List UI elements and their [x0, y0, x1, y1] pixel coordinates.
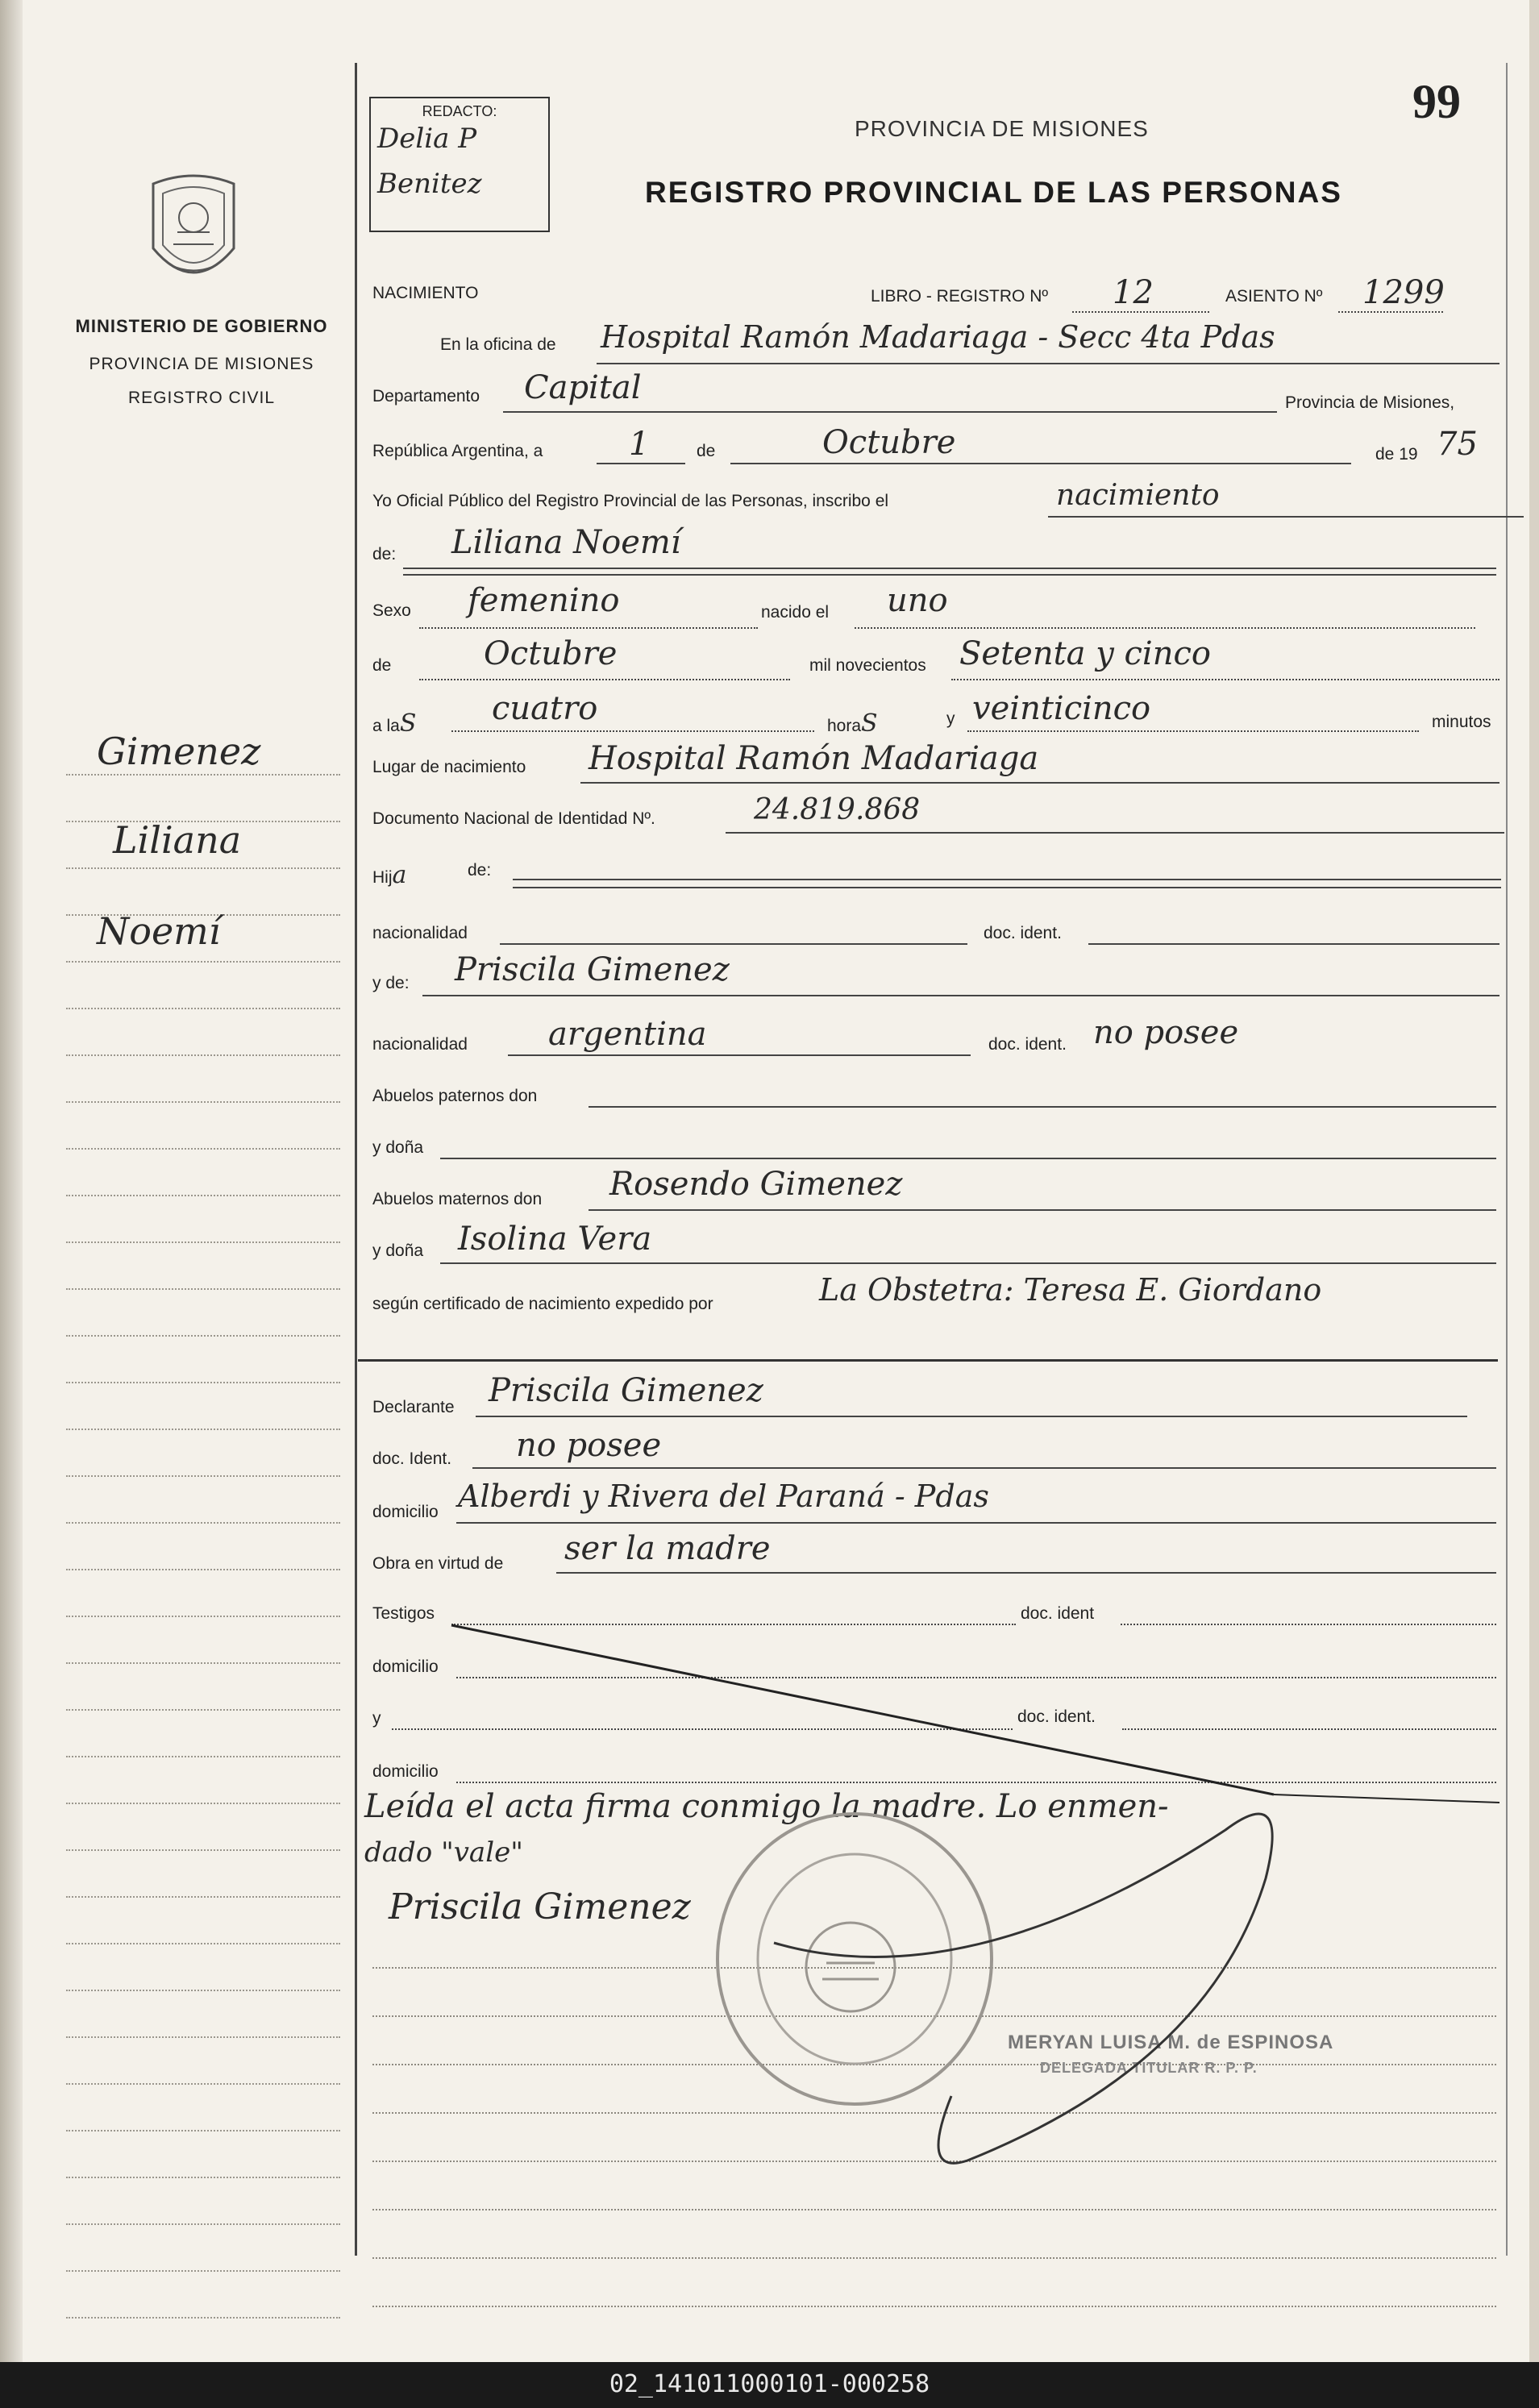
margin-note-middlename: Noemí — [97, 909, 221, 953]
mil-label: mil novecientos — [809, 656, 926, 675]
docident4-label: doc. ident — [1021, 1604, 1095, 1623]
margin-note-surname: Gimenez — [97, 730, 261, 773]
stamp-name: MERYAN LUISA M. de ESPINOSA — [1008, 2032, 1334, 2053]
nacido-value: uno — [887, 582, 948, 619]
republica-label: República Argentina, a — [372, 442, 543, 460]
nombre-value: Liliana Noemí — [451, 524, 681, 561]
docident5-label: doc. ident. — [1017, 1707, 1096, 1726]
page-number: 99 — [1412, 75, 1461, 128]
obra-value: ser la madre — [564, 1530, 771, 1567]
nacionalidad2-value: argentina — [548, 1016, 707, 1053]
alas-text: a la — [372, 717, 400, 735]
oficial-label: Yo Oficial Público del Registro Provincial de las Personas, inscribo el — [372, 492, 889, 510]
departamento-value: Capital — [524, 369, 642, 406]
mes2-value: Octubre — [484, 635, 618, 672]
domicilio2-label: domicilio — [372, 1657, 439, 1676]
hija-text: Hij — [372, 868, 393, 887]
asiento-value: 1299 — [1362, 274, 1445, 311]
redacto-name-line1: Delia P — [377, 123, 477, 155]
redacto-label: REDACTO: — [422, 103, 497, 119]
minutos-value: veinticinco — [972, 690, 1151, 727]
oficina-value: Hospital Ramón Madariaga - Secc 4ta Pdas — [601, 319, 1275, 355]
alas-suffix: S — [399, 709, 417, 738]
signature: Priscila Gimenez — [389, 1886, 691, 1928]
redacto-name-line2: Benitez — [377, 168, 482, 200]
madre-value: Priscila Gimenez — [455, 951, 730, 988]
domicilio1-label: domicilio — [372, 1503, 439, 1521]
anio-words-value: Setenta y cinco — [959, 635, 1211, 672]
certificado-label: según certificado de nacimiento expedido por — [372, 1295, 713, 1313]
sexo-label: Sexo — [372, 601, 411, 620]
abuelos-mat-label: Abuelos maternos don — [372, 1190, 543, 1208]
de3-label: de — [372, 656, 392, 675]
docident1-label: doc. ident. — [984, 924, 1062, 942]
closing-line1: Leída el acta firma conmigo la madre. Lo enmen- — [364, 1788, 1169, 1825]
docident2-label: doc. ident. — [988, 1035, 1067, 1054]
mes-value: Octubre — [822, 424, 956, 461]
scan-file-id: 02_141011000101-000258 — [609, 2370, 930, 2398]
nacimiento-label: NACIMIENTO — [372, 284, 479, 302]
domicilio1-value: Alberdi y Rivera del Paraná - Pdas — [458, 1478, 989, 1514]
inscribo-value: nacimiento — [1056, 479, 1220, 512]
horas-text: hora — [827, 717, 862, 735]
docident2-value: no posee — [1093, 1014, 1239, 1051]
ministerio-heading: MINISTERIO DE GOBIERNO — [75, 316, 328, 336]
de-year-label: de 19 — [1375, 445, 1418, 464]
de-nombre-label: de: — [372, 545, 397, 564]
lugar-value: Hospital Ramón Madariaga — [589, 740, 1039, 777]
yde-label: y de: — [372, 974, 410, 992]
ydona2-value: Isolina Vera — [458, 1221, 652, 1258]
hija-de-label: de: — [468, 861, 492, 880]
stamp-title: DELEGADA TITULAR R. P. P. — [1040, 2060, 1258, 2076]
libro-label: LIBRO - REGISTRO Nº — [871, 287, 1049, 306]
declarante-label: Declarante — [372, 1398, 455, 1416]
docident3-label: doc. Ident. — [372, 1449, 452, 1468]
hora-value: cuatro — [492, 690, 598, 727]
libro-value: 12 — [1113, 274, 1154, 311]
y-label: y — [946, 709, 955, 728]
left-registro: REGISTRO CIVIL — [127, 389, 276, 407]
nacionalidad1-label: nacionalidad — [372, 924, 468, 942]
abuelos-mat-value: Rosendo Gimenez — [609, 1166, 903, 1203]
sexo-value: femenino — [468, 582, 620, 619]
oficina-label: En la oficina de — [440, 335, 556, 354]
abuelos-pat-label: Abuelos paternos don — [372, 1087, 538, 1105]
y2-label: y — [372, 1709, 381, 1728]
testigos-label: Testigos — [372, 1604, 435, 1623]
page-title: REGISTRO PROVINCIAL DE LAS PERSONAS — [645, 176, 1342, 209]
closing-line2: dado "vale" — [364, 1836, 523, 1869]
year-value: 75 — [1437, 426, 1478, 463]
dni-label: Documento Nacional de Identidad Nº. — [372, 809, 655, 828]
left-provincia: PROVINCIA DE MISIONES — [89, 355, 314, 373]
dni-value: 24.819.868 — [754, 793, 921, 826]
dia-value: 1 — [629, 426, 650, 463]
nacionalidad2-label: nacionalidad — [372, 1035, 468, 1054]
asiento-label: ASIENTO Nº — [1225, 287, 1323, 306]
lugar-label: Lugar de nacimiento — [372, 758, 526, 776]
docident3-value: no posee — [516, 1427, 662, 1464]
minutos-label: minutos — [1432, 713, 1491, 731]
ydona2-label: y doña — [372, 1241, 424, 1260]
provincia-misiones-label: Provincia de Misiones, — [1285, 393, 1455, 412]
ydona1-label: y doña — [372, 1138, 424, 1157]
header-province: PROVINCIA DE MISIONES — [855, 116, 1149, 141]
declarante-value: Priscila Gimenez — [489, 1372, 763, 1409]
horas-suffix: S — [861, 709, 878, 738]
departamento-label: Departamento — [372, 387, 480, 405]
domicilio3-label: domicilio — [372, 1762, 439, 1781]
de-label: de — [697, 442, 716, 460]
margin-note-firstname: Liliana — [113, 818, 242, 862]
hija-suffix: a — [392, 861, 407, 889]
obra-label: Obra en virtud de — [372, 1554, 504, 1573]
nacido-label: nacido el — [761, 603, 830, 622]
certificado-value: La Obstetra: Teresa E. Giordano — [819, 1272, 1322, 1308]
